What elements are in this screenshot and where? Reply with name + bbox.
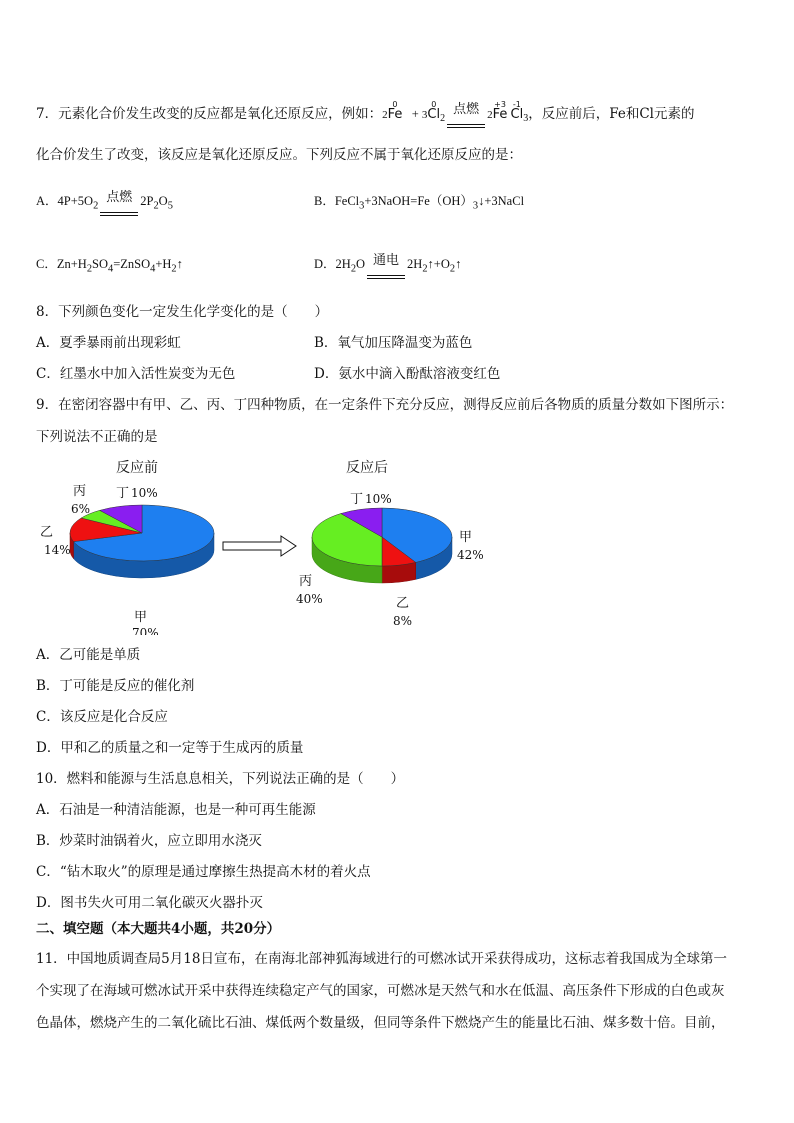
q7-line2: 化合价发生了改变，该反应是氧化还原反应。下列反应不属于氧化还原反应的是：	[36, 147, 522, 163]
pie-label-甲: 甲	[459, 530, 473, 545]
pie-value-甲: 42%	[457, 548, 484, 562]
q9-pie-charts	[30, 455, 500, 635]
pie-label-乙: 乙	[40, 525, 54, 540]
q7-option-c: C．$Zn+H_2SO_4=ZnSO_4+H_2↑$	[36, 257, 183, 275]
q7-line1-pre: 7．元素化合价发生改变的反应都是氧化还原反应，例如：	[36, 106, 383, 122]
q11-line2: 个实现了在海域可燃冰试开采中获得连续稳定产气的国家，可燃冰是天然气和水在低温、高压条件下形成的白色或灰	[36, 983, 725, 999]
pie-value-甲: 70%	[132, 626, 159, 635]
q10-option-c: C．“钻木取火”的原理是通过摩擦生热提高木材的着火点	[36, 864, 371, 880]
q9-stem-line1: 9．在密闭容器中有甲、乙、丙、丁四种物质，在一定条件下充分反应，测得反应前后各物质的质量分数如下图所示：	[36, 397, 734, 413]
pie-value-乙: 14%	[44, 543, 71, 557]
pie-label-丁: 丁	[350, 492, 364, 507]
arrow-icon	[223, 536, 296, 556]
pie-title: 反应前	[116, 460, 158, 476]
q8-option-d: D．氨水中滴入酚酞溶液变红色	[314, 366, 501, 382]
pie-label-甲: 甲	[134, 610, 148, 625]
q7-example-equation: 2 0 Fe + 3 0 $Cl_2$ 点燃 2 +3 Fe -1 $Cl_3$	[382, 107, 528, 121]
q9-stem-line2: 下列说法不正确的是	[36, 429, 158, 445]
q7-option-b: B．$FeCl_3+3NaOH=Fe(OH)_3↓+3NaCl$	[314, 194, 525, 212]
pie-label-乙: 乙	[396, 596, 410, 611]
q8-option-b: B．氧气加压降温变为蓝色	[314, 335, 473, 351]
pie-label-丙: 丙	[299, 574, 313, 589]
q9-option-c: C．该反应是化合反应	[36, 709, 168, 725]
q8-option-a: A．夏季暴雨前出现彩虹	[36, 335, 181, 351]
q10-option-d: D．图书失火可用二氧化碳灭火器扑灭	[36, 895, 263, 911]
q7-line1	[36, 98, 694, 128]
section-heading: 二、填空题（本大题共4小题，共20分）	[36, 921, 281, 937]
q11-line1: 11．中国地质调查局5月18日宣布，在南海北部神狐海域进行的可燃冰试开采获得成功，这标志着我国成为全球第一	[36, 951, 727, 967]
pie-label-丁: 丁	[116, 486, 130, 501]
q7-option-d: D．$2H_2O$ 通电 $2H_2↑+O_2↑$	[314, 255, 461, 279]
q8-stem: 8．下列颜色变化一定发生化学变化的是（ ）	[36, 304, 329, 320]
q7-option-a: A．$4P+5O_2$ 点燃 $2P_2O_5$	[36, 192, 173, 216]
reaction-condition: 点燃	[447, 115, 485, 128]
pie-value-丁: 10%	[365, 492, 392, 506]
pie-value-丙: 6%	[71, 502, 91, 516]
pie-label-丙: 丙	[73, 484, 87, 499]
pie-value-乙: 8%	[393, 614, 413, 628]
q10-option-a: A．石油是一种清洁能源，也是一种可再生能源	[36, 802, 316, 818]
q8-option-c: C．红墨水中加入活性炭变为无色	[36, 366, 236, 382]
q11-line3: 色晶体，燃烧产生的二氧化硫比石油、煤低两个数量级，但同等条件下燃烧产生的能量比石油、煤多数十倍。目前，	[36, 1015, 725, 1031]
pie-value-丙: 40%	[296, 592, 323, 606]
q7-line1-post: ，反应前后，Fe和Cl元素的	[528, 106, 695, 122]
q10-stem: 10．燃料和能源与生活息息相关，下列说法正确的是（ ）	[36, 771, 405, 787]
pie-chart-figure	[30, 455, 500, 635]
pie-title: 反应后	[346, 460, 388, 476]
pie-chart-after	[296, 460, 484, 628]
q9-option-b: B．丁可能是反应的催化剂	[36, 678, 195, 694]
q9-option-d: D．甲和乙的质量之和一定等于生成丙的质量	[36, 740, 304, 756]
pie-chart-before	[40, 460, 214, 635]
q9-option-a: A．乙可能是单质	[36, 647, 141, 663]
q10-option-b: B．炒菜时油锅着火，应立即用水浇灭	[36, 833, 262, 849]
pie-value-丁: 10%	[131, 486, 158, 500]
